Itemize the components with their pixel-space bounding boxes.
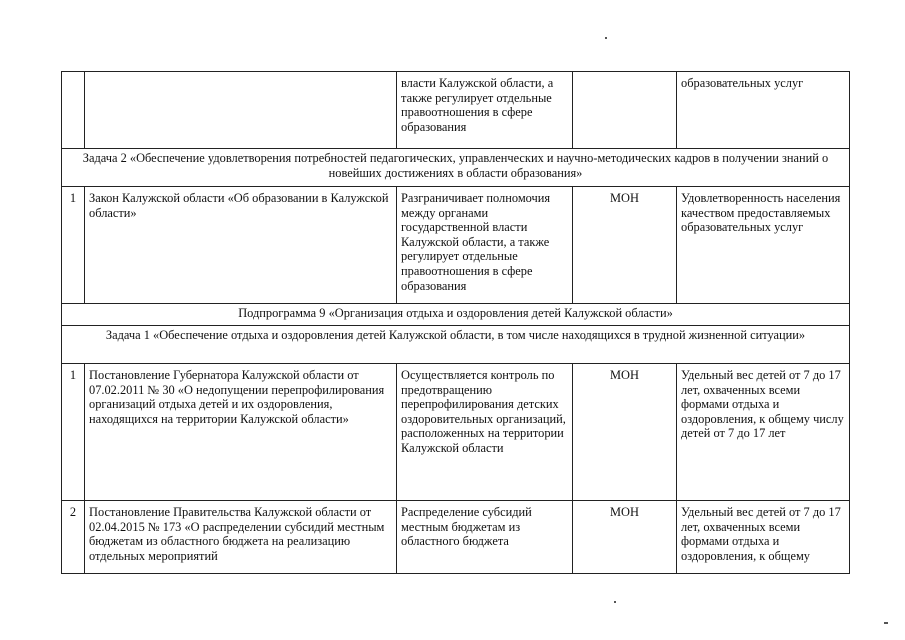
indicator-cell: Удовлетворенность населения качеством предоставляемых образовательных услуг — [677, 187, 850, 304]
task-1-header: Задача 1 «Обеспечение отдыха и оздоровления детей Калужской области, в том числе находящихся в трудной жизненной ситуации» — [62, 326, 850, 364]
task-2-header: Задача 2 «Обеспечение удовлетворения потребностей педагогических, управленческих и научно-методических кадров в получении знаний о новейших достижениях в области образования» — [62, 149, 850, 187]
description-cell: власти Калужской области, а также регулирует отдельные правоотношения в сфере образования — [397, 72, 573, 149]
indicator-cell: Удельный вес детей от 7 до 17 лет, охваченных всеми формами отдыха и оздоровления, к общему числу детей от 7 до 17 лет — [677, 364, 850, 501]
table-row — [62, 501, 850, 574]
subprogram-9-header: Подпрограмма 9 «Организация отдыха и оздоровления детей Калужской области» — [62, 304, 850, 326]
document-cell: Постановление Губернатора Калужской области от 07.02.2011 № 30 «О недопущении перепрофилирования организаций отдыха детей и их оздоровления, находящихся на территории Калужской области» — [85, 364, 397, 501]
legal-acts-table — [61, 71, 850, 574]
document-cell: Постановление Правительства Калужской области от 02.04.2015 № 173 «О распределении субсидий местным бюджетам из областного бюджета на реализацию отдельных мероприятий — [85, 501, 397, 574]
subprogram-header-row — [62, 304, 850, 326]
indicator-cell: образовательных услуг — [677, 72, 850, 149]
executor-cell: МОН — [573, 501, 677, 574]
scan-speck — [884, 622, 888, 624]
description-cell: Осуществляется контроль по предотвращению перепрофилирования детских оздоровительных организаций, расположенных на территории Калужской области — [397, 364, 573, 501]
task-header-row — [62, 326, 850, 364]
indicator-cell: Удельный вес детей от 7 до 17 лет, охваченных всеми формами отдыха и оздоровления, к общему — [677, 501, 850, 574]
task-header-row — [62, 149, 850, 187]
description-cell: Разграничивает полномочия между органами государственной власти Калужской области, а также регулирует отдельные правоотношения в сфере образования — [397, 187, 573, 304]
executor-cell: МОН — [573, 187, 677, 304]
row-number — [62, 72, 85, 149]
table-row — [62, 364, 850, 501]
executor-cell: МОН — [573, 364, 677, 501]
row-number: 2 — [62, 501, 85, 574]
document-cell: Закон Калужской области «Об образовании в Калужской области» — [85, 187, 397, 304]
document-cell — [85, 72, 397, 149]
scan-speck — [614, 601, 616, 603]
executor-cell — [573, 72, 677, 149]
row-number: 1 — [62, 364, 85, 501]
table-row — [62, 72, 850, 149]
table-row — [62, 187, 850, 304]
description-cell: Распределение субсидий местным бюджетам из областного бюджета — [397, 501, 573, 574]
scan-speck — [605, 37, 607, 39]
row-number: 1 — [62, 187, 85, 304]
